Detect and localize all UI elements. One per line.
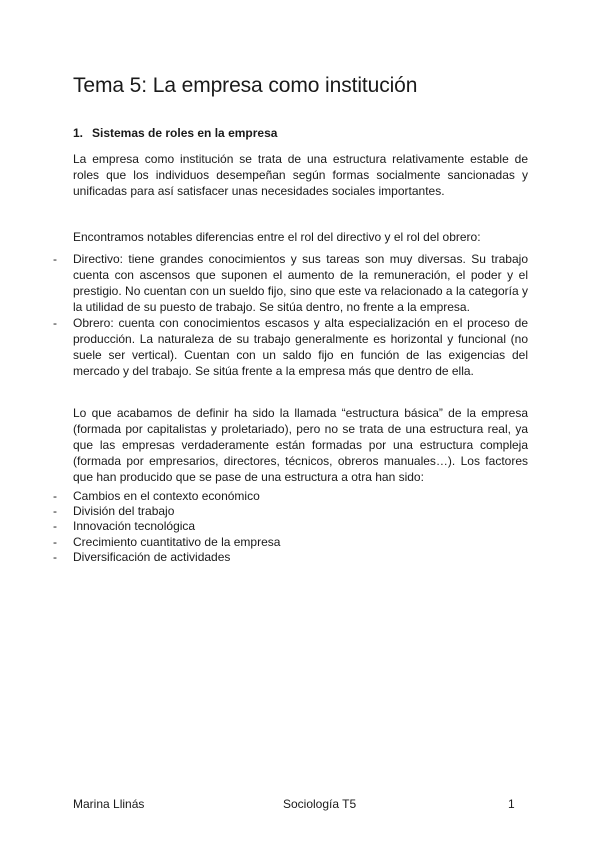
footer-page-number: 1 [508, 797, 515, 811]
page-title: Tema 5: La empresa como institución [73, 74, 418, 97]
role-obrero: Obrero: cuenta con conocimientos escasos y alta especialización en el proceso de producción. La naturaleza de su trabajo generalmente es horizontal y funcional (no suele ser vertical). Cuentan con un saldo fijo en función de las exigencias del mercado y del trabajo. Se sitúa frente a la empresa más que dentro de ella. [73, 316, 528, 378]
section-number: 1. [73, 126, 84, 140]
footer-subject: Sociología T5 [283, 797, 357, 811]
factor-item: Crecimiento cuantitativo de la empresa [73, 534, 281, 549]
bullet-dash: - [53, 489, 57, 503]
differences-paragraph: Encontramos notables diferencias entre el rol del directivo y el rol del obrero: [73, 230, 481, 244]
factor-item: División del trabajo [73, 504, 175, 519]
factor-item: Innovación tecnológica [73, 519, 196, 534]
factors-list [0, 489, 528, 565]
factor-item: Cambios en el contexto económico [73, 489, 260, 503]
list-item [0, 489, 528, 504]
list-item [0, 315, 528, 379]
bullet-dash: - [53, 549, 57, 564]
list-item [0, 519, 528, 534]
bullet-dash: - [53, 504, 57, 519]
role-directivo: Directivo: tiene grandes conocimientos y sus tareas son muy diversas. Su trabajo cuenta con ascensos que suponen el aumento de la remuneración, el poder y el prestigio. No cuentan con un sueldo fijo, sino que este va relacionado a la categoría y la utilidad de su puesto de trabajo. Se sitúa dentro, no frente a la empresa. [73, 252, 528, 314]
list-item [0, 550, 528, 565]
section-heading [73, 126, 277, 140]
intro-paragraph: La empresa como institución se trata de una estructura relativamente estable de roles que los individuos desempeñan según formas socialmente sancionadas y unificadas para así satisfacer unas necesidades sociales importantes. [73, 152, 528, 198]
list-item [0, 504, 528, 519]
roles-list [0, 251, 528, 379]
footer-author: Marina Llinás [73, 797, 145, 811]
basic-structure-paragraph: Lo que acabamos de definir ha sido la llamada “estructura básica” de la empresa (formada por capitalistas y proletariado), pero no se trata de una estructura real, ya que las empresas verdaderamente están formadas por una estructura compleja (formada por empresarios, directores, técnicos, obreros manuales…). Los factores que han producido que se pase de una estructura a otra han sido: [73, 406, 528, 484]
bullet-dash: - [53, 252, 57, 266]
bullet-dash: - [53, 316, 57, 330]
list-item [0, 251, 528, 315]
bullet-dash: - [53, 534, 57, 549]
factor-item: Diversificación de actividades [73, 549, 231, 564]
section-heading-text: Sistemas de roles en la empresa [92, 126, 278, 140]
bullet-dash: - [53, 519, 57, 534]
list-item [0, 535, 528, 550]
